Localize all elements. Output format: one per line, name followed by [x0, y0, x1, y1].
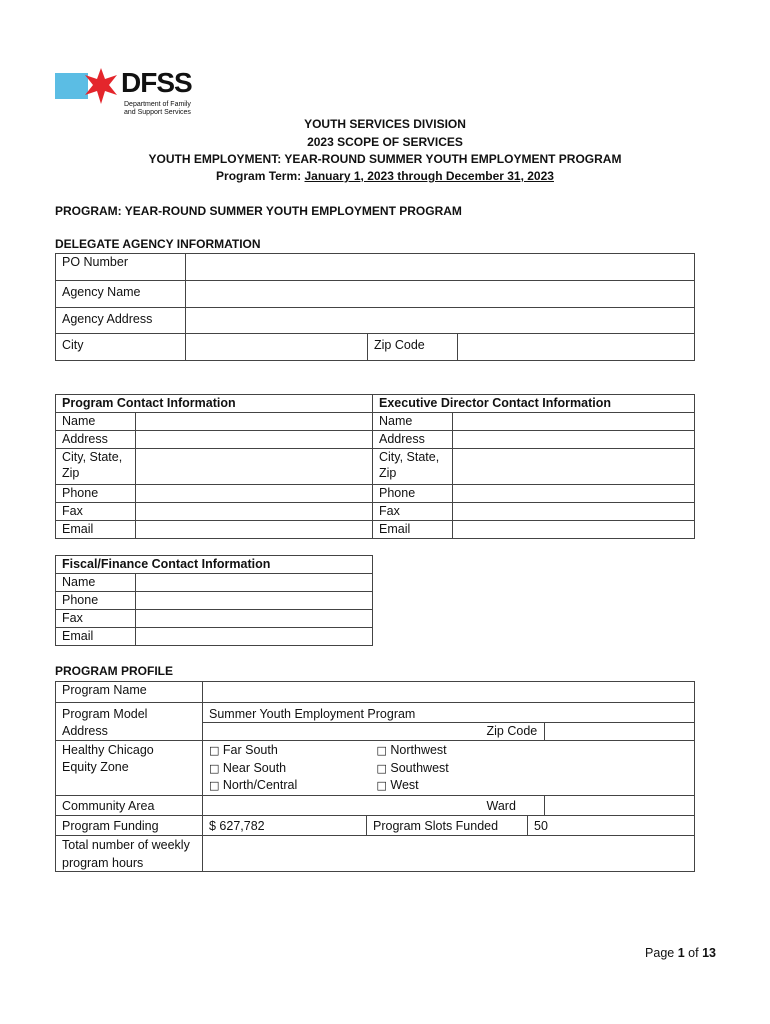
- delegate-agency-table: [55, 253, 695, 361]
- checkbox-icon: □: [376, 744, 387, 757]
- program-term: [0, 169, 770, 183]
- delegate-heading: DELEGATE AGENCY INFORMATION: [55, 237, 261, 251]
- checkbox-icon: □: [209, 744, 220, 757]
- equity-zone-options-right: [367, 741, 695, 796]
- checkbox-icon: □: [209, 779, 220, 792]
- exec-contact-heading: Executive Director Contact Information: [373, 395, 695, 413]
- agency-address-label: Agency Address: [56, 308, 186, 334]
- zip-code-label: Zip Code: [368, 334, 458, 361]
- program-contact-city-label: [56, 449, 136, 485]
- zone-label: North/Central: [222, 778, 298, 792]
- exec-contact-city-label: [373, 449, 453, 485]
- program-contact-name-field[interactable]: [136, 413, 373, 431]
- exec-contact-phone-label: Phone: [373, 485, 453, 503]
- exec-contact-name-label: Name: [373, 413, 453, 431]
- program-contact-heading: Program Contact Information: [56, 395, 373, 413]
- weekly-hours-line2: program hours: [62, 855, 144, 870]
- ward-field[interactable]: [545, 795, 695, 815]
- program-contact-email-field[interactable]: [136, 521, 373, 539]
- program-contact-city-field[interactable]: [136, 449, 373, 485]
- program-funding-label: Program Funding: [56, 815, 203, 835]
- equity-zone-line1: Healthy Chicago: [62, 743, 154, 757]
- zone-option-far-south[interactable]: [209, 742, 361, 760]
- exec-contact-name-field[interactable]: [453, 413, 695, 431]
- zone-label: Southwest: [390, 760, 449, 775]
- program-contact-fax-label: Fax: [56, 503, 136, 521]
- zone-option-northwest[interactable]: [377, 742, 689, 760]
- agency-name-field[interactable]: [186, 281, 695, 308]
- program-contact-zip-text: Zip: [62, 466, 80, 480]
- zone-label: Near South: [222, 760, 287, 775]
- agency-address-field[interactable]: [186, 308, 695, 334]
- program-name-field[interactable]: [203, 682, 695, 703]
- city-field[interactable]: [186, 334, 368, 361]
- program-line-title: YOUTH EMPLOYMENT: YEAR-ROUND SUMMER YOUTH EMPLOYMENT PROGRAM: [148, 152, 622, 166]
- fiscal-contact-table: [55, 555, 373, 646]
- fiscal-contact-name-field[interactable]: [136, 574, 373, 592]
- profile-heading: PROGRAM PROFILE: [55, 664, 174, 678]
- logo-subtitle-line2: and Support Services: [124, 109, 191, 116]
- fiscal-contact-phone-label: Phone: [56, 592, 136, 610]
- exec-contact-email-field[interactable]: [453, 521, 695, 539]
- exec-contact-city-state-text: City, State,: [379, 450, 440, 464]
- fiscal-contact-heading: Fiscal/Finance Contact Information: [56, 556, 373, 574]
- program-contact-phone-label: Phone: [56, 485, 136, 503]
- program-term-label: Program Term:: [216, 169, 302, 183]
- exec-contact-email-label: Email: [373, 521, 453, 539]
- equity-zone-options-left: [203, 741, 367, 796]
- program-contact-address-field[interactable]: [136, 431, 373, 449]
- program-contact-phone-field[interactable]: [136, 485, 373, 503]
- exec-contact-city-field[interactable]: [453, 449, 695, 485]
- exec-contact-address-field[interactable]: [453, 431, 695, 449]
- division-title: YOUTH SERVICES DIVISION: [304, 117, 466, 131]
- profile-zip-code-field[interactable]: [545, 723, 695, 741]
- program-heading: PROGRAM: YEAR-ROUND SUMMER YOUTH EMPLOYMENT PROGRAM: [55, 204, 462, 218]
- program-model-value: Summer Youth Employment Program: [203, 703, 695, 723]
- agency-name-label: Agency Name: [56, 281, 186, 308]
- program-slots-value: 50: [528, 815, 695, 835]
- page-number: [620, 946, 716, 960]
- exec-contact-phone-field[interactable]: [453, 485, 695, 503]
- zip-code-field[interactable]: [458, 334, 695, 361]
- fiscal-contact-name-label: Name: [56, 574, 136, 592]
- zone-label: Northwest: [390, 743, 447, 757]
- scope-title: 2023 SCOPE OF SERVICES: [307, 135, 463, 149]
- community-area-label: Community Area: [56, 795, 203, 815]
- equity-zone-line2: Equity Zone: [62, 760, 129, 774]
- po-number-field[interactable]: [186, 254, 695, 281]
- program-term-value: January 1, 2023 through December 31, 2023: [304, 169, 554, 183]
- profile-zip-code-label: Zip Code: [481, 723, 545, 741]
- city-label: City: [56, 334, 186, 361]
- zone-option-north-central[interactable]: [209, 777, 361, 795]
- weekly-hours-label: [56, 835, 203, 871]
- zone-option-southwest[interactable]: [377, 760, 689, 778]
- page-word: Page: [645, 946, 675, 960]
- exec-contact-fax-field[interactable]: [453, 503, 695, 521]
- address-field[interactable]: [203, 723, 481, 741]
- weekly-hours-field[interactable]: [203, 835, 695, 871]
- checkbox-icon: □: [376, 779, 387, 792]
- program-contact-name-label: Name: [56, 413, 136, 431]
- zone-label: West: [390, 778, 419, 792]
- page-current: 1: [677, 946, 685, 960]
- zone-label: Far South: [222, 743, 278, 757]
- program-model-label: Program Model: [56, 703, 203, 723]
- community-area-field[interactable]: [203, 795, 481, 815]
- address-label: Address: [56, 723, 203, 741]
- checkbox-icon: □: [209, 761, 220, 775]
- fiscal-contact-email-field[interactable]: [136, 628, 373, 646]
- ward-label: Ward: [481, 795, 545, 815]
- weekly-hours-line1: Total number of weekly: [62, 837, 190, 852]
- program-contact-fax-field[interactable]: [136, 503, 373, 521]
- fiscal-contact-fax-field[interactable]: [136, 610, 373, 628]
- program-profile-table: [55, 681, 695, 872]
- program-funding-value: $ 627,782: [203, 815, 367, 835]
- program-contact-email-label: Email: [56, 521, 136, 539]
- logo-wordmark: DFSS: [121, 67, 192, 98]
- of-word: of: [688, 946, 699, 960]
- page-total: 13: [702, 946, 716, 960]
- exec-contact-address-label: Address: [373, 431, 453, 449]
- zone-option-near-south[interactable]: [209, 760, 361, 778]
- exec-contact-fax-label: Fax: [373, 503, 453, 521]
- fiscal-contact-phone-field[interactable]: [136, 592, 373, 610]
- chicago-star-icon: [82, 67, 120, 105]
- contact-info-table: [55, 394, 695, 539]
- fiscal-contact-fax-label: Fax: [56, 610, 136, 628]
- program-slots-label: Program Slots Funded: [367, 815, 528, 835]
- logo-subtitle-line1: Department of Family: [124, 101, 191, 108]
- po-number-label: PO Number: [56, 254, 186, 281]
- exec-contact-zip-text: Zip: [379, 466, 397, 480]
- program-contact-city-state-text: City, State,: [62, 450, 123, 464]
- zone-option-west[interactable]: [377, 777, 689, 795]
- program-name-label: Program Name: [56, 682, 203, 703]
- program-contact-address-label: Address: [56, 431, 136, 449]
- fiscal-contact-email-label: Email: [56, 628, 136, 646]
- checkbox-icon: □: [376, 761, 387, 775]
- equity-zone-label: [56, 741, 203, 796]
